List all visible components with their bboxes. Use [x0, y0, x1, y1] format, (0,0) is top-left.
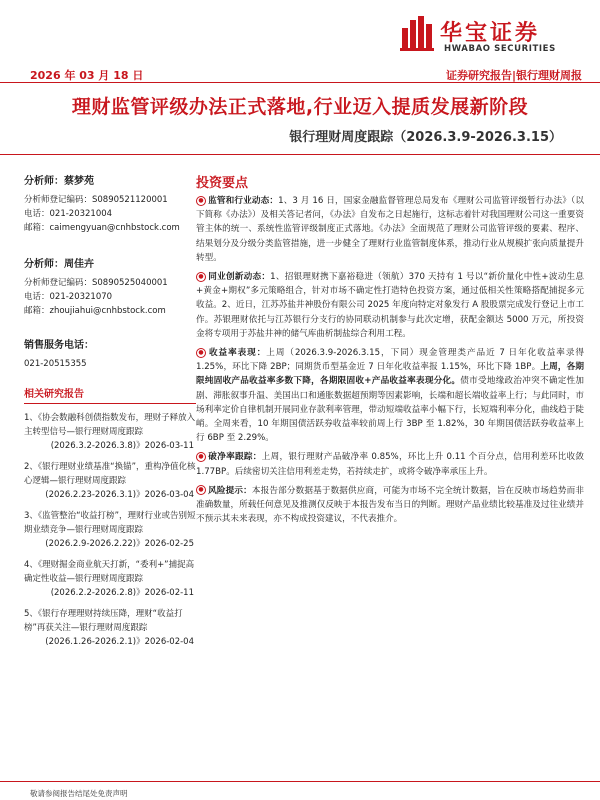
paragraph-emphasis: 上周，各期限纯固收产品收益率多数下降，各期限固收+产品收益率表现分化。 [196, 362, 584, 387]
related-report-text: 1、《协会数融科创债指数发布，理财子释放入主转型信号—银行理财周度跟踪 [24, 413, 196, 437]
related-report-date: (2026.2.9-2026.2.22)》2026-02-25 [45, 539, 194, 549]
bullet-icon: ● [196, 485, 206, 495]
paragraph-body: 上周（2026.3.9-2026.3.15，下同）现金管理类产品近 7 日年化收益率录得 1.25%，环比下降 2BP；同期货币型基金近 7 日年化收益率报 1.15%，环比下降 1BP。 [196, 348, 584, 373]
date-bar [0, 66, 600, 83]
sales-title: 销售服务电话： [24, 340, 94, 351]
brand-logo [400, 10, 600, 60]
report-subtitle: 银行理财周度跟踪（2026.3.9-2026.3.15） [289, 130, 562, 145]
report-title: 理财监管评级办法正式落地,行业迈入提质发展新阶段 [71, 96, 529, 118]
bullet-icon: ● [196, 272, 206, 282]
analyst-phone: 电话：021-20321004 [24, 209, 113, 219]
related-report-text: 5、《银行存理理财持续压降，理财“收益打榜”再获关注—银行理财周度跟踪 [24, 609, 183, 633]
paragraph-heading: 破净率跟踪： [208, 452, 262, 463]
related-report-item[interactable] [24, 411, 200, 453]
analyst-name: 分析师：蔡梦苑 [24, 176, 94, 187]
footer-divider [0, 781, 600, 782]
related-report-item[interactable] [24, 460, 200, 502]
report-date: 2026 年 03 月 18 日 [30, 69, 144, 82]
brand-name-en: HWABAO SECURITIES [444, 44, 556, 54]
related-report-text: 4、《理财掘金商业航天打新，“委利+”捕捉高确定性收益—银行理财周度跟踪 [24, 560, 195, 584]
paragraph-body: 债市受地缘政治冲突不确定性加剧、滞胀叙事升温、美国出口和通胀数据超预期等因素影响，长端和超长端收益率上行；与此同时，市场利率定价自律机制开展同业存款利率管理，带动短端收益率小幅下行，长短端利率分化，曲线趋于陡峭。全周来看，10 年期国债活跃券收益率较前周上行 3BP 至 1.82%，30 年期国债活跃券收益率上行 6BP 至 2.29%。 [196, 376, 584, 444]
main-content [196, 172, 584, 531]
related-report-date: (2026.2.23-2026.3.1)》2026-03-04 [45, 490, 194, 500]
paragraph-innovation [196, 270, 584, 341]
analyst-email[interactable]: 邮箱：zhoujiahui@cnhbstock.com [24, 306, 166, 316]
related-report-date: (2026.2.2-2026.2.8)》2026-02-11 [50, 588, 194, 598]
analyst-phone: 电话：021-20321070 [24, 292, 113, 302]
analyst-block [24, 172, 184, 235]
related-report-item[interactable] [24, 509, 200, 551]
related-reports-title: 相关研究报告 [24, 385, 196, 404]
analyst-name: 分析师：周佳卉 [24, 259, 94, 270]
paragraph-heading: 监管和行业动态： [208, 196, 279, 206]
related-report-date: (2026.3.2-2026.3.8)》2026-03-11 [50, 441, 194, 451]
paragraph-breakeven [196, 450, 584, 478]
paragraph-heading: 同业创新动态： [208, 272, 271, 283]
related-report-item[interactable] [24, 558, 200, 600]
paragraph-body: 上周，银行理财产品破净率 0.85%，环比上升 0.11 个百分点，信用利差环比收敛 1.77BP。后续密切关注信用利差走势，若持续走扩，或将令破净率承压上升。 [196, 452, 584, 477]
report-category: 证券研究报告|银行理财周报 [445, 69, 582, 82]
paragraph-yield [196, 346, 584, 445]
sales-phone: 021-20515355 [24, 359, 87, 369]
title-divider [0, 154, 600, 155]
analyst-cert: 分析师登记编码：S0890525040001 [24, 278, 168, 288]
paragraph-risk [196, 484, 584, 527]
hwabao-logo-icon [400, 14, 436, 52]
left-sidebar [24, 172, 196, 649]
paragraph-body: 1、3 月 16 日，国家金融监督管理总局发布《理财公司监管评级暂行办法》（以下简称《办法》）及相关答记者问，《办法》自发布之日起施行，这标志着针对我国理财公司这一重要资管主体的统一、系统性监管评级制度正式落地。《办法》全面规范了理财公司监管评级的要素、程序、结果划分及分级分类监管措施，进一步健全了理财行业监管制度体系，推动行业从规模扩张向质量提升转型。 [196, 196, 584, 263]
paragraph-body: 本报告部分数据基于数据供应商，可能为市场不完全统计数据，旨在反映市场趋势而非准确数量，所载任何意见及推测仅反映于本报告发布当日的判断。理财产品业绩比较基准及过往业绩并不预示其未来表现，亦不构成投资建议，不代表推介。 [196, 485, 584, 525]
brand-name-cn: 华宝证券 [440, 21, 541, 46]
paragraph-heading: 收益率表现： [208, 348, 267, 359]
bullet-icon: ● [196, 348, 206, 358]
paragraph-heading: 风险提示： [208, 485, 252, 496]
paragraph-body: 1、招银理财携下嘉裕稳进（领航）370 天持有 1 号以“新价量化中性+波动生息+黄金+期权”多元策略组合，针对市场不确定性打造特色投资方案，通过低相关性策略搭配捕捉多元收益。2、近日，江苏苏盐井神股份有限公司 2025 年度向特定对象发行 A 股股票完成发行登记上市工作。苏银理财依托与江苏银行分支行的协同联动机制参与此次定增，获配金额达 5000 万元，所投资金将专项用于苏盐井神的储气库曲析制盐综合利用工程。 [196, 272, 584, 339]
related-report-text: 3、《监管整治“收益打榜”，理财行业或告别短期业绩竞争—银行理财周度跟踪 [24, 511, 196, 535]
analyst-block [24, 255, 184, 318]
section-title: 投资要点 [196, 176, 249, 191]
bullet-icon: ● [196, 452, 206, 462]
footer-disclaimer[interactable]: 敬请参阅报告结尾处免责声明 [30, 789, 128, 798]
bullet-icon: ● [196, 196, 206, 206]
related-report-item[interactable] [24, 607, 200, 649]
paragraph-regulation [196, 194, 584, 265]
related-report-text: 2、《银行理财业绩基准“换锚”，重构净值化核心逻辑—银行理财周度跟踪 [24, 462, 196, 486]
analyst-email[interactable]: 邮箱：caimengyuan@cnhbstock.com [24, 223, 180, 233]
related-report-date: (2026.1.26-2026.2.1)》2026-02-04 [45, 637, 194, 647]
analyst-cert: 分析师登记编码：S0890521120001 [24, 195, 168, 205]
